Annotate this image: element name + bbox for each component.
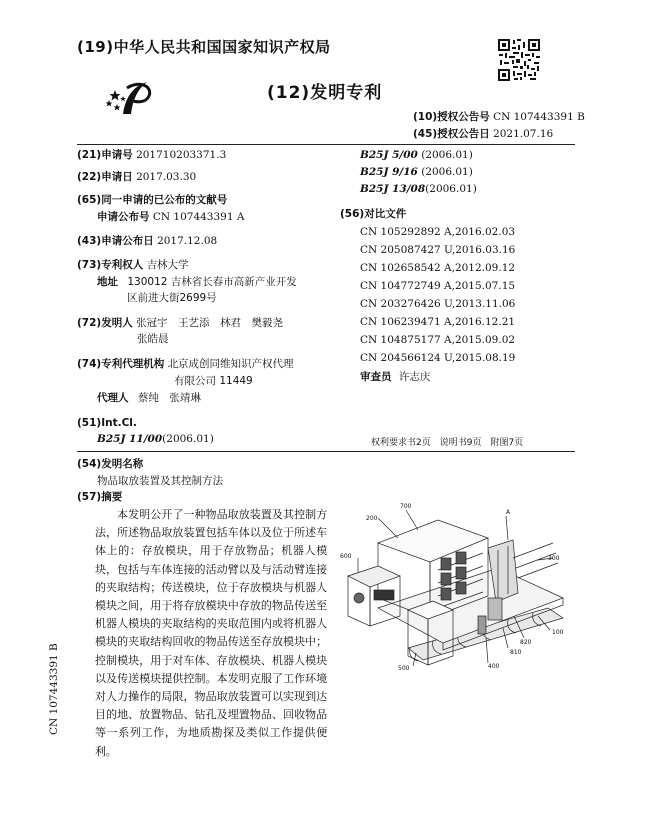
figure-label: 600 [340, 553, 352, 560]
grant-pub-no-label: (10)授权公告号 [413, 111, 490, 123]
address [97, 275, 297, 289]
grant-pub-date [413, 127, 553, 141]
authority-title: (19)中华人民共和国国家知识产权局 [77, 38, 331, 56]
ipc-class-3-code: B25J 13/08 [360, 183, 426, 195]
prior-pub-no-label: 申请公布号 [97, 211, 150, 223]
inventors-line-2: 张皓晨 [137, 333, 169, 345]
grant-pub-no-value: CN 107443391 B [493, 111, 585, 123]
document-type: (12)发明专利 [267, 83, 383, 103]
ipc-class-2 [360, 165, 473, 179]
app-date-value: 2017.03.30 [136, 171, 197, 183]
inventors-line-1: 张冠宇 王艺添 林君 樊毅尧 [136, 317, 284, 329]
ipc-class-1-date: (2006.01) [421, 149, 473, 161]
ipc-class-2-date: (2006.01) [421, 166, 473, 178]
abstract-text: 本发明公开了一种物品取放装置及其控制方法，所述物品取放装置包括车体以及位于所述车体上的：存放模块，用于存放物品；机器人模块，包括与车体连接的活动臂以及与活动臂连接的夹取结构；传送模块，位于存放模块与机器人模块之间，用于将存放模块中存放的物品传送至机器人模块的夹取结构的夹取范围内或将机器人模块的夹取结构回收的物品传送至存放模块中；控制模块，用于对车体、存放模块、机器人模块以及传送模块提供控制。本发明克服了工作环境对人力操作的局限，物品取放装置可以实现到达目的地、放置物品、钻孔及埋置物品、回收物品等一系列工作，为地质勘探及类似工作提供便利。 [95, 508, 327, 758]
app-pub-date-label: (43)申请公布日 [77, 235, 154, 247]
agency-line-1: 北京成创同维知识产权代理 [167, 358, 294, 370]
figure-label: 300 [548, 555, 560, 562]
agency-label: (74)专利代理机构 [77, 358, 165, 370]
citation-item: CN 105292892 A,2016.02.03 [360, 226, 516, 238]
qr-code [497, 38, 541, 82]
application-publication-date [77, 234, 217, 248]
application-date [77, 170, 196, 184]
figure-label: 500 [398, 665, 410, 672]
app-no-value: 201710203371.3 [136, 149, 227, 161]
address-line-1: 130012 吉林省长春市高新产业开发 [127, 276, 297, 288]
intcl-date: (2006.01) [162, 433, 214, 445]
ipc-class-1-code: B25J 5/00 [360, 149, 418, 161]
patent-agency [77, 357, 294, 371]
inventors-label: (72)发明人 [77, 317, 133, 329]
abstract-figure [338, 498, 578, 676]
figure-label: A [506, 509, 511, 516]
examiner-label: 审查员 [360, 371, 392, 383]
patentee [77, 258, 189, 272]
patentee-label: (73)专利权人 [77, 259, 144, 271]
figure-label: 200 [366, 515, 378, 522]
citation-item: CN 204566124 U,2015.08.19 [360, 352, 516, 364]
ipc-class-1 [360, 148, 473, 162]
patentee-value: 吉林大学 [146, 259, 189, 271]
citation-item: CN 104875177 A,2015.09.02 [360, 334, 516, 346]
grant-pub-date-label: (45)授权公告日 [413, 128, 490, 140]
intcl-main [97, 432, 214, 446]
header-rule [77, 144, 575, 145]
examiner-value: 许志庆 [398, 371, 431, 383]
side-publication-number: CN 107443391 B [48, 643, 60, 735]
invention-title: 物品取放装置及其控制方法 [97, 475, 223, 487]
body-rule [77, 451, 575, 452]
citation-item: CN 102658542 A,2012.09.12 [360, 262, 516, 274]
app-pub-date-value: 2017.12.08 [157, 235, 218, 247]
app-no-label: (21)申请号 [77, 149, 133, 161]
citations-label: (56)对比文件 [340, 208, 407, 220]
agent-value: 蔡纯 张靖琳 [137, 392, 201, 404]
citation-item: CN 106239471 A,2016.12.21 [360, 316, 516, 328]
citation-item: CN 104772749 A,2015.07.15 [360, 280, 516, 292]
ipc-class-3-date: (2006.01) [425, 183, 477, 195]
examiner [360, 370, 430, 384]
invention-title-label: (54)发明名称 [77, 458, 144, 470]
intcl-code: B25J 11/00 [97, 433, 163, 445]
agent-label: 代理人 [97, 392, 129, 404]
figure-label: 700 [400, 503, 412, 510]
ipc-class-2-code: B25J 9/16 [360, 166, 418, 178]
prior-publication-number [97, 210, 244, 224]
agents [97, 391, 201, 405]
prior-publication-label: (65)同一申请的已公布的文献号 [77, 194, 228, 206]
intcl-label: (51)Int.Cl. [77, 417, 137, 429]
prior-pub-no-value: CN 107443391 A [152, 211, 245, 223]
application-number [77, 148, 226, 162]
figure-label: 820 [520, 639, 532, 646]
address-label: 地址 [97, 276, 118, 288]
inventors [77, 316, 283, 330]
figure-label: 100 [552, 629, 564, 636]
figure-label: 400 [488, 663, 500, 670]
agency-line-2: 有限公司 11449 [174, 375, 253, 387]
ipc-class-3 [360, 182, 477, 196]
app-date-label: (22)申请日 [77, 171, 133, 183]
address-line-2: 区前进大街2699号 [127, 292, 217, 304]
cnipa-logo [105, 78, 155, 118]
grant-pub-no [413, 110, 585, 124]
figure-label: 810 [510, 649, 522, 656]
page-counts: 权利要求书2页 说明书9页 附图7页 [371, 438, 524, 448]
citation-item: CN 205087427 U,2016.03.16 [360, 244, 516, 256]
grant-pub-date-value: 2021.07.16 [493, 128, 554, 140]
citation-item: CN 203276426 U,2013.11.06 [360, 298, 516, 310]
abstract-label: (57)摘要 [77, 491, 123, 503]
